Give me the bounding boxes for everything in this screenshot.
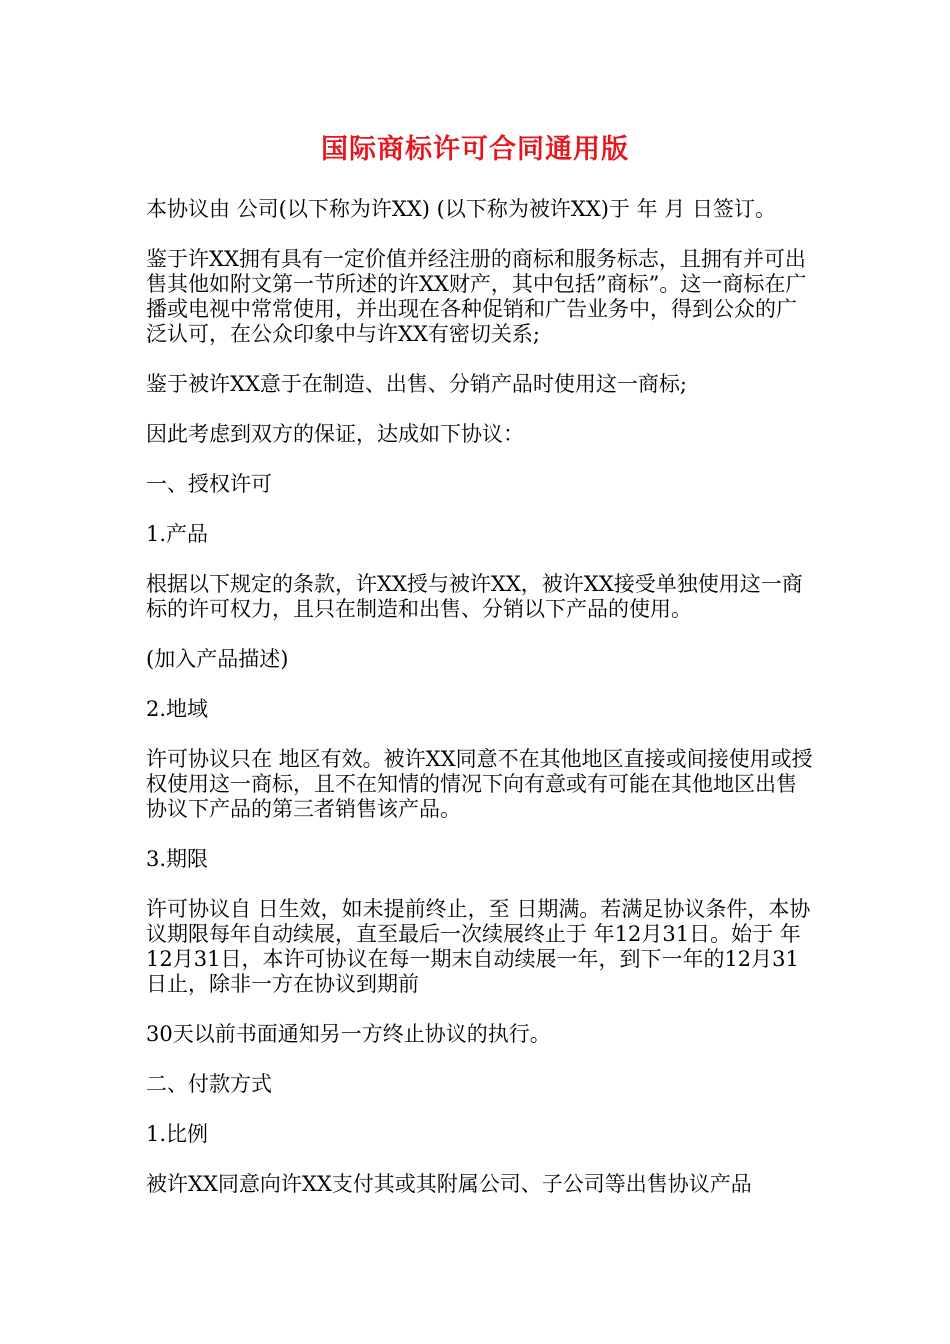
paragraph-product-description: (加入产品描述)	[146, 647, 289, 671]
paragraph-agreement: 因此考虑到双方的保证，达成如下协议：	[146, 422, 524, 446]
paragraph-whereas-licensee: 鉴于被许XX意于在制造、出售、分销产品时使用这一商标;	[146, 372, 687, 396]
paragraph-products: 根据以下规定的条款，许XX授与被许XX，被许XX接受单独使用这一商标的许可权力，且只在制造和出售、分销以下产品的使用。	[146, 572, 803, 621]
paragraph-term-notice: 30天以前书面通知另一方终止协议的执行。	[146, 1022, 551, 1046]
paragraph-whereas-licensor: 鉴于许XX拥有具有一定价值并经注册的商标和服务标志，且拥有并可出售其他如附文第一节所述的许XX财产，其中包括”商标”。这一商标在广播或电视中常常使用，并出现在各种促销和广告业务中，得到公众的广泛认可，在公众印象中与许XX有密切关系;	[146, 247, 807, 346]
subsection-heading-territory: 2.地域	[146, 697, 209, 721]
subsection-heading-ratio: 1.比例	[146, 1122, 209, 1146]
document-title: 国际商标许可合同通用版	[321, 134, 629, 165]
subsection-heading-term: 3.期限	[146, 847, 209, 871]
paragraph-territory: 许可协议只在 地区有效。被许XX同意不在其他地区直接或间接使用或授权使用这一商标，且不在知情的情况下向有意或有可能在其他地区出售协议下产品的第三者销售该产品。	[146, 747, 813, 821]
section-heading-license-grant: 一、授权许可	[146, 472, 272, 496]
section-heading-payment: 二、付款方式	[146, 1072, 272, 1096]
paragraph-ratio: 被许XX同意向许XX支付其或其附属公司、子公司等出售协议产品	[146, 1172, 752, 1196]
paragraph-preamble: 本协议由 公司(以下称为许XX) (以下称为被许XX)于 年 月 日签订。	[146, 197, 776, 221]
subsection-heading-products: 1.产品	[146, 522, 209, 546]
document-body	[146, 197, 814, 1222]
paragraph-term: 许可协议自 日生效，如未提前终止，至 日期满。若满足协议条件，本协议期限每年自动续展，直至最后一次续展终止于 年12月31日。始于 年12月31日，本许可协议在每一期末自动续展一年，到下一年的12月31日止，除非一方在协议到期前	[146, 897, 811, 996]
